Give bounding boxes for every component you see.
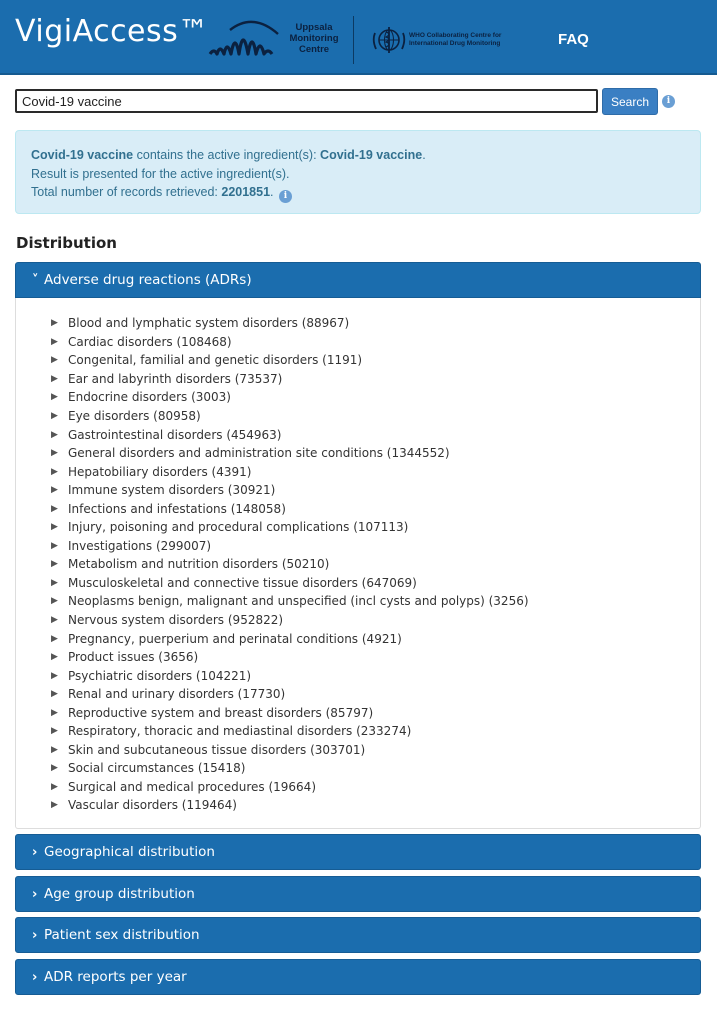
adr-item-label: Musculoskeletal and connective tissue disorders (647069) bbox=[68, 575, 417, 590]
expand-triangle-icon: ▶ bbox=[51, 466, 58, 477]
adr-item-label: Reproductive system and breast disorders (85797) bbox=[68, 705, 374, 720]
chevron-right-icon: › bbox=[32, 844, 38, 860]
expand-triangle-icon: ▶ bbox=[51, 318, 58, 329]
adr-list-item[interactable] bbox=[51, 796, 700, 815]
expand-triangle-icon: ▶ bbox=[51, 522, 58, 533]
adr-item-label: Nervous system disorders (952822) bbox=[68, 613, 284, 628]
expand-triangle-icon: ▶ bbox=[51, 689, 58, 700]
expand-triangle-icon: ▶ bbox=[51, 392, 58, 403]
adr-list-item[interactable] bbox=[51, 462, 700, 481]
expand-triangle-icon: ▶ bbox=[51, 503, 58, 514]
adr-item-label: Skin and subcutaneous tissue disorders (303701) bbox=[68, 742, 366, 757]
adr-list bbox=[15, 298, 701, 829]
adr-list-item[interactable] bbox=[51, 499, 700, 518]
expand-triangle-icon: ▶ bbox=[51, 670, 58, 681]
adr-item-label: Social circumstances (15418) bbox=[68, 761, 246, 776]
ingredient-line: Covid-19 vaccine contains the active ingredient(s): Covid-19 vaccine. bbox=[31, 148, 426, 162]
adr-item-label: Injury, poisoning and procedural complications (107113) bbox=[68, 520, 409, 535]
adr-list-item[interactable] bbox=[51, 574, 700, 593]
total-records-count: 2201851 bbox=[221, 185, 271, 199]
adr-list-item[interactable] bbox=[51, 407, 700, 426]
expand-triangle-icon: ▶ bbox=[51, 429, 58, 440]
top-header bbox=[0, 0, 717, 75]
adr-item-label: Neoplasms benign, malignant and unspecified (incl cysts and polyps) (3256) bbox=[68, 594, 529, 609]
adr-list-item[interactable] bbox=[51, 370, 700, 389]
adr-item-label: Investigations (299007) bbox=[68, 538, 212, 553]
who-logo-text: WHO Collaborating Centre for International Drug Monitoring bbox=[409, 32, 502, 47]
adr-list-item[interactable] bbox=[51, 555, 700, 574]
expand-triangle-icon: ▶ bbox=[51, 540, 58, 551]
adr-list-item[interactable] bbox=[51, 351, 700, 370]
adr-list-item[interactable] bbox=[51, 703, 700, 722]
adr-item-label: Pregnancy, puerperium and perinatal conditions (4921) bbox=[68, 631, 402, 646]
expand-triangle-icon: ▶ bbox=[51, 726, 58, 737]
expand-triangle-icon: ▶ bbox=[51, 355, 58, 366]
adr-item-label: Ear and labyrinth disorders (73537) bbox=[68, 371, 283, 386]
result-info-box bbox=[15, 130, 701, 214]
age-panel bbox=[15, 876, 701, 912]
distribution-title: Distribution bbox=[16, 234, 117, 252]
sex-panel-heading[interactable]: › Patient sex distribution bbox=[15, 917, 701, 953]
geo-panel bbox=[15, 834, 701, 870]
sex-panel bbox=[15, 917, 701, 953]
adr-list-item[interactable] bbox=[51, 518, 700, 537]
adr-item-label: Renal and urinary disorders (17730) bbox=[68, 687, 286, 702]
result-note: Result is presented for the active ingredient(s). bbox=[31, 166, 290, 181]
adr-list-item[interactable] bbox=[51, 481, 700, 500]
expand-triangle-icon: ▶ bbox=[51, 596, 58, 607]
adr-list-item[interactable] bbox=[51, 741, 700, 760]
expand-triangle-icon: ▶ bbox=[51, 800, 58, 811]
adr-item-label: Endocrine disorders (3003) bbox=[68, 390, 231, 405]
expand-triangle-icon: ▶ bbox=[51, 485, 58, 496]
year-panel-heading[interactable]: › ADR reports per year bbox=[15, 959, 701, 995]
adr-list-item[interactable] bbox=[51, 629, 700, 648]
adr-item-label: Immune system disorders (30921) bbox=[68, 483, 276, 498]
expand-triangle-icon: ▶ bbox=[51, 559, 58, 570]
adr-item-label: Gastrointestinal disorders (454963) bbox=[68, 427, 282, 442]
adr-list-item[interactable] bbox=[51, 666, 700, 685]
adr-list-item[interactable] bbox=[51, 314, 700, 333]
adr-item-label: Metabolism and nutrition disorders (50210) bbox=[68, 557, 330, 572]
header-divider bbox=[353, 16, 354, 64]
expand-triangle-icon: ▶ bbox=[51, 633, 58, 644]
adr-list-item[interactable] bbox=[51, 722, 700, 741]
expand-triangle-icon: ▶ bbox=[51, 577, 58, 588]
age-panel-heading[interactable]: › Age group distribution bbox=[15, 876, 701, 912]
expand-triangle-icon: ▶ bbox=[51, 652, 58, 663]
adr-list-item[interactable] bbox=[51, 444, 700, 463]
adr-list-item[interactable] bbox=[51, 778, 700, 797]
search-input[interactable] bbox=[15, 89, 598, 113]
adr-list-item[interactable] bbox=[51, 537, 700, 556]
chevron-right-icon: › bbox=[32, 886, 38, 902]
adr-item-label: Respiratory, thoracic and mediastinal disorders (233274) bbox=[68, 724, 412, 739]
adr-item-label: Surgical and medical procedures (19664) bbox=[68, 779, 316, 794]
expand-triangle-icon: ▶ bbox=[51, 373, 58, 384]
expand-triangle-icon: ▶ bbox=[51, 707, 58, 718]
adr-item-label: Blood and lymphatic system disorders (88967) bbox=[68, 316, 350, 331]
adr-list-item[interactable] bbox=[51, 648, 700, 667]
year-panel bbox=[15, 959, 701, 995]
adr-item-label: Congenital, familial and genetic disorders (1191) bbox=[68, 353, 363, 368]
expand-triangle-icon: ▶ bbox=[51, 411, 58, 421]
adr-item-label: Vascular disorders (119464) bbox=[68, 798, 237, 813]
adr-list-item[interactable] bbox=[51, 685, 700, 704]
umc-logo-text: Uppsala Monitoring Centre bbox=[289, 22, 339, 55]
adr-item-label: Hepatobiliary disorders (4391) bbox=[68, 464, 252, 479]
chevron-right-icon: › bbox=[32, 969, 38, 985]
expand-triangle-icon: ▶ bbox=[51, 336, 58, 347]
expand-triangle-icon: ▶ bbox=[51, 615, 58, 626]
adr-list-item[interactable] bbox=[51, 759, 700, 778]
total-records-line: Total number of records retrieved: 2201851. i bbox=[31, 183, 685, 203]
expand-triangle-icon: ▶ bbox=[51, 744, 58, 755]
adr-panel-heading[interactable]: ˅ Adverse drug reactions (ADRs) bbox=[15, 262, 701, 298]
who-logo-icon bbox=[372, 25, 406, 55]
chevron-down-icon: ˅ bbox=[32, 272, 39, 288]
adr-panel bbox=[15, 262, 701, 829]
adr-list-item[interactable] bbox=[51, 333, 700, 352]
chevron-right-icon: › bbox=[32, 927, 38, 943]
adr-list-item[interactable] bbox=[51, 611, 700, 630]
expand-triangle-icon: ▶ bbox=[51, 763, 58, 774]
adr-list-item[interactable] bbox=[51, 592, 700, 611]
adr-item-label: Eye disorders (80958) bbox=[68, 409, 201, 423]
adr-list-item[interactable] bbox=[51, 425, 700, 444]
adr-item-label: Cardiac disorders (108468) bbox=[68, 334, 232, 349]
adr-item-label: Infections and infestations (148058) bbox=[68, 501, 286, 516]
adr-item-label: General disorders and administration site conditions (1344552) bbox=[68, 446, 450, 461]
adr-list-item[interactable] bbox=[51, 388, 700, 407]
info-icon[interactable]: i bbox=[279, 190, 292, 203]
info-icon[interactable]: i bbox=[662, 95, 675, 108]
adr-item-label: Product issues (3656) bbox=[68, 650, 199, 665]
geo-panel-heading[interactable]: › Geographical distribution bbox=[15, 834, 701, 870]
expand-triangle-icon: ▶ bbox=[51, 448, 58, 459]
app-title[interactable]: VigiAccess™ bbox=[15, 14, 209, 49]
search-button[interactable]: Search bbox=[602, 88, 658, 115]
expand-triangle-icon: ▶ bbox=[51, 781, 58, 792]
adr-item-label: Psychiatric disorders (104221) bbox=[68, 668, 252, 683]
faq-link[interactable]: FAQ bbox=[558, 31, 589, 48]
